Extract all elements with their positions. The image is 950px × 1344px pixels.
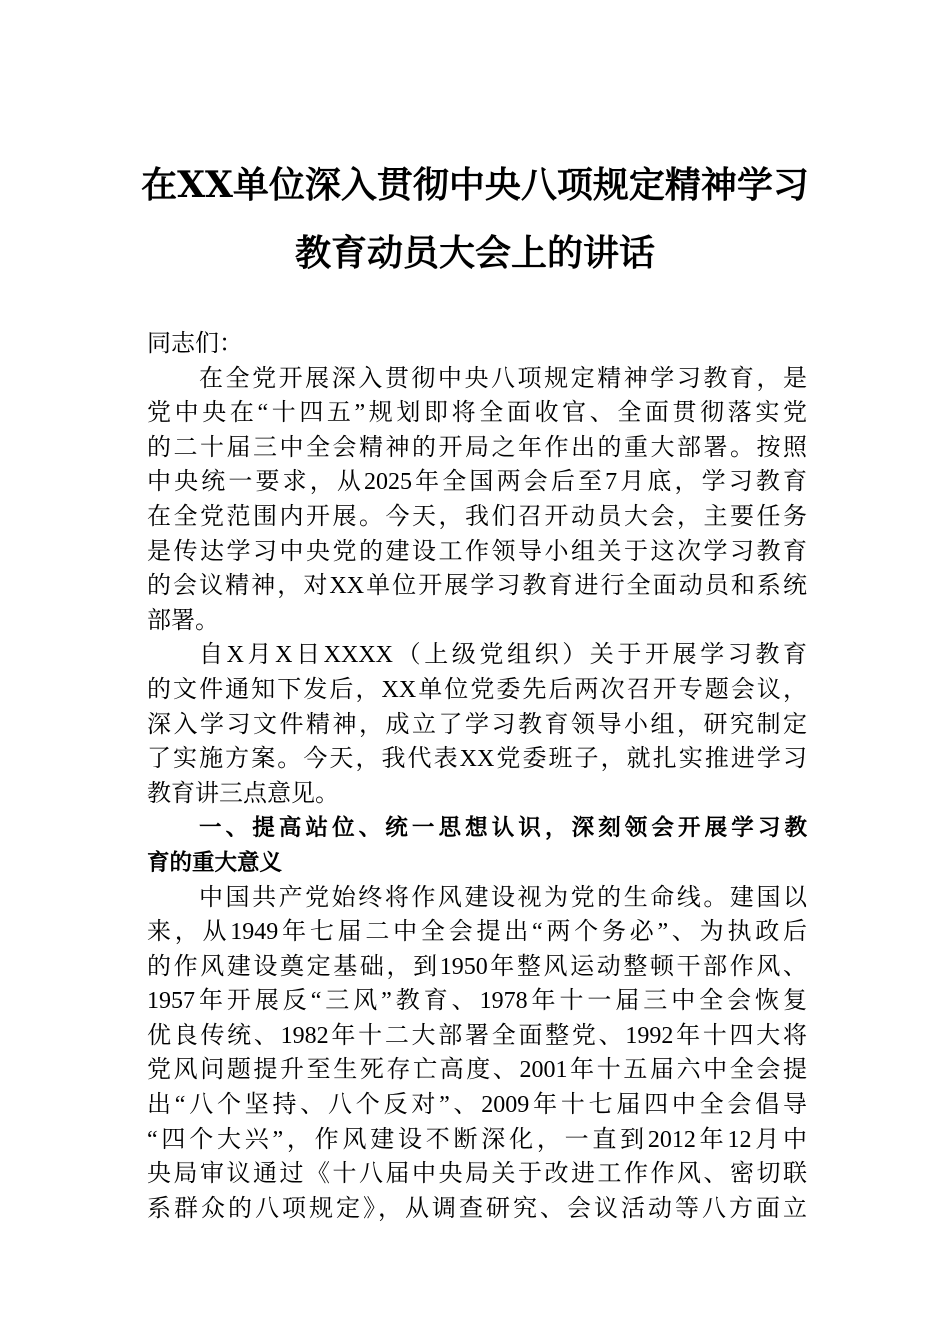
paragraph-1-line: 是传达学习中央党的建设工作领导小组关于这次学习教育 bbox=[147, 538, 807, 565]
section-heading-1: 育的重大意义 bbox=[147, 849, 283, 876]
document-title-line-2: 教育动员大会上的讲话 bbox=[294, 232, 655, 274]
document-title-line-1: 在XX单位深入贯彻中央八项规定精神学习 bbox=[141, 164, 809, 206]
paragraph-1-line: 中央统一要求，从2025年全国两会后至7月底，学习教育 bbox=[147, 469, 807, 496]
paragraph-3-line: 出“八个坚持、八个反对”、2009年十七届四中全会倡导 bbox=[147, 1092, 807, 1119]
paragraph-1-line: 党中央在“十四五”规划即将全面收官、全面贯彻落实党 bbox=[147, 400, 807, 427]
paragraph-2-line: 自X月X日XXXX（上级党组织）关于开展学习教育 bbox=[199, 642, 807, 669]
paragraph-3-line: 优良传统、1982年十二大部署全面整党、1992年十四大将 bbox=[147, 1022, 807, 1049]
paragraph-2-line: 了实施方案。今天，我代表XX党委班子，就扎实推进学习 bbox=[147, 746, 807, 773]
paragraph-3-line: 党风问题提升至生死存亡高度、2001年十五届六中全会提 bbox=[147, 1057, 807, 1084]
paragraph-1-line: 在全党范围内开展。今天，我们召开动员大会，主要任务 bbox=[147, 503, 807, 530]
paragraph-3-line: 央局审议通过《十八届中央局关于改进工作作风、密切联 bbox=[147, 1161, 807, 1188]
paragraph-2-line: 深入学习文件精神，成立了学习教育领导小组，研究制定 bbox=[147, 711, 807, 738]
paragraph-3-line: “四个大兴”，作风建设不断深化，一直到2012年12月中 bbox=[147, 1126, 807, 1153]
paragraph-3-line: 的作风建设奠定基础，到1950年整风运动整顿干部作风、 bbox=[147, 953, 807, 980]
paragraph-2-line: 教育讲三点意见。 bbox=[147, 780, 339, 807]
paragraph-1-line: 的二十届三中全会精神的开局之年作出的重大部署。按照 bbox=[147, 434, 807, 461]
paragraph-3-line: 1957年开展反“三风”教育、1978年十一届三中全会恢复 bbox=[147, 988, 807, 1015]
paragraph-2-line: 的文件通知下发后，XX单位党委先后两次召开专题会议， bbox=[147, 676, 807, 703]
paragraph-1-line: 的会议精神，对XX单位开展学习教育进行全面动员和系统 bbox=[147, 573, 807, 600]
paragraph-1-line: 在全党开展深入贯彻中央八项规定精神学习教育，是 bbox=[199, 365, 807, 392]
paragraph-3-line: 中国共产党始终将作风建设视为党的生命线。建国以 bbox=[199, 884, 807, 911]
paragraph-3-line: 来，从1949年七届二中全会提出“两个务必”、为执政后 bbox=[147, 919, 807, 946]
paragraph-1-line: 部署。 bbox=[147, 607, 219, 634]
salutation: 同志们： bbox=[147, 331, 243, 357]
document-body bbox=[147, 327, 807, 1226]
paragraph-3-line: 系群众的八项规定》，从调查研究、会议活动等八方面立 bbox=[147, 1195, 807, 1222]
section-heading-1: 一、提高站位、统一思想认识，深刻领会开展学习教 bbox=[199, 815, 807, 842]
